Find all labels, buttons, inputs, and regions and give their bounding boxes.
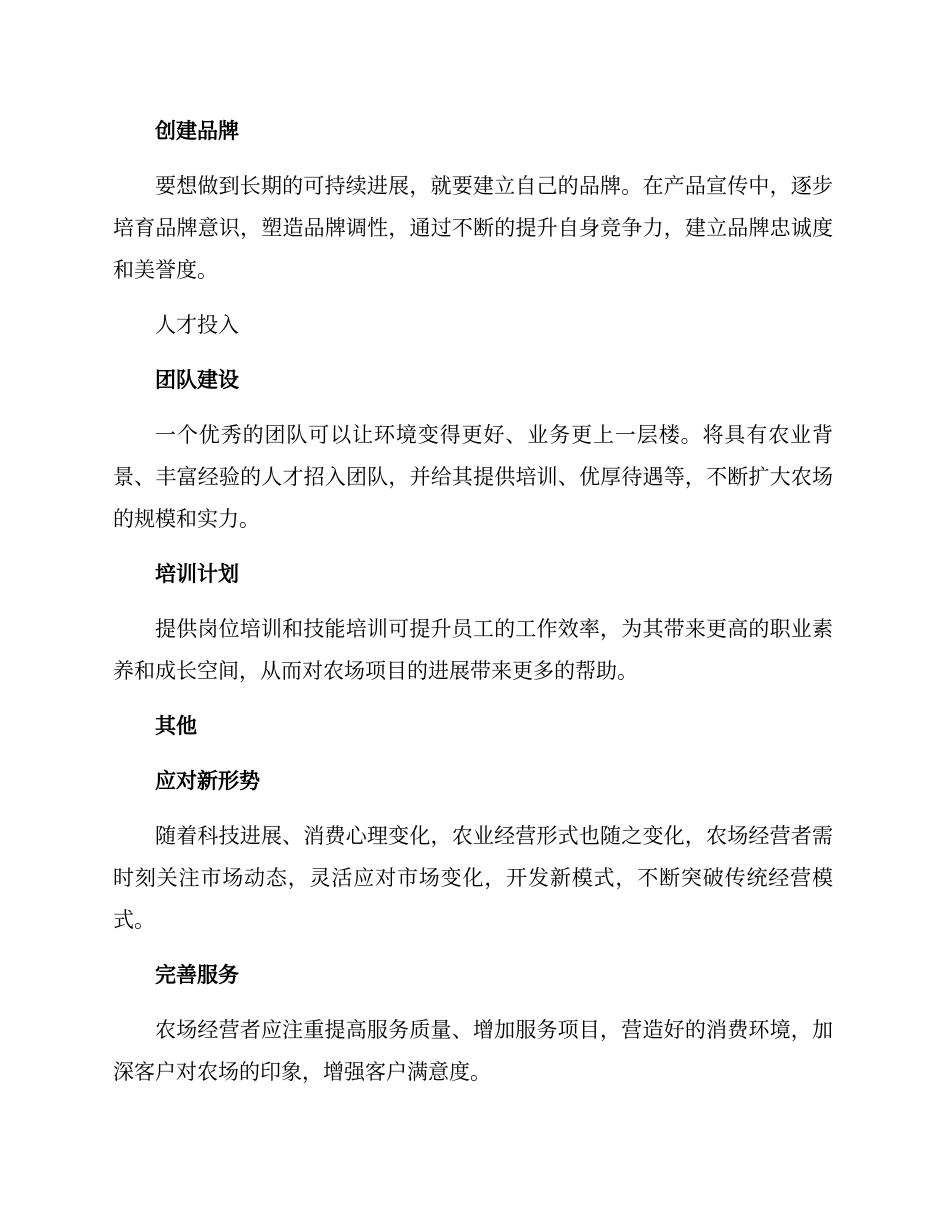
paragraph-brand: 要想做到长期的可持续进展，就要建立自己的品牌。在产品宣传中，逐步培育品牌意识，塑造品牌调性，通过不断的提升自身竞争力，建立品牌忠诚度和美誉度。 xyxy=(113,174,833,282)
section-heading-brand: 创建品牌 xyxy=(155,119,239,143)
document-page xyxy=(113,110,833,1106)
section-heading-talent: 人才投入 xyxy=(155,313,239,337)
paragraph-new-situation: 随着科技进展、消费心理变化，农业经营形式也随之变化，农场经营者需时刻关注市场动态，灵活应对市场变化，开发新模式，不断突破传统经营模式。 xyxy=(113,824,833,932)
paragraph-team: 一个优秀的团队可以让环境变得更好、业务更上一层楼。将具有农业背景、丰富经验的人才招入团队，并给其提供培训、优厚待遇等，不断扩大农场的规模和实力。 xyxy=(113,423,833,531)
section-heading-team: 团队建设 xyxy=(155,368,239,392)
section-heading-service: 完善服务 xyxy=(155,963,239,987)
paragraph-service: 农场经营者应注重提高服务质量、增加服务项目，营造好的消费环境，加深客户对农场的印象，增强客户满意度。 xyxy=(113,1018,833,1084)
section-heading-new-situation: 应对新形势 xyxy=(155,769,260,793)
section-heading-other: 其他 xyxy=(155,714,197,738)
section-heading-training: 培训计划 xyxy=(155,562,239,586)
paragraph-training: 提供岗位培训和技能培训可提升员工的工作效率，为其带来更高的职业素养和成长空间，从而对农场项目的进展带来更多的帮助。 xyxy=(113,617,833,683)
